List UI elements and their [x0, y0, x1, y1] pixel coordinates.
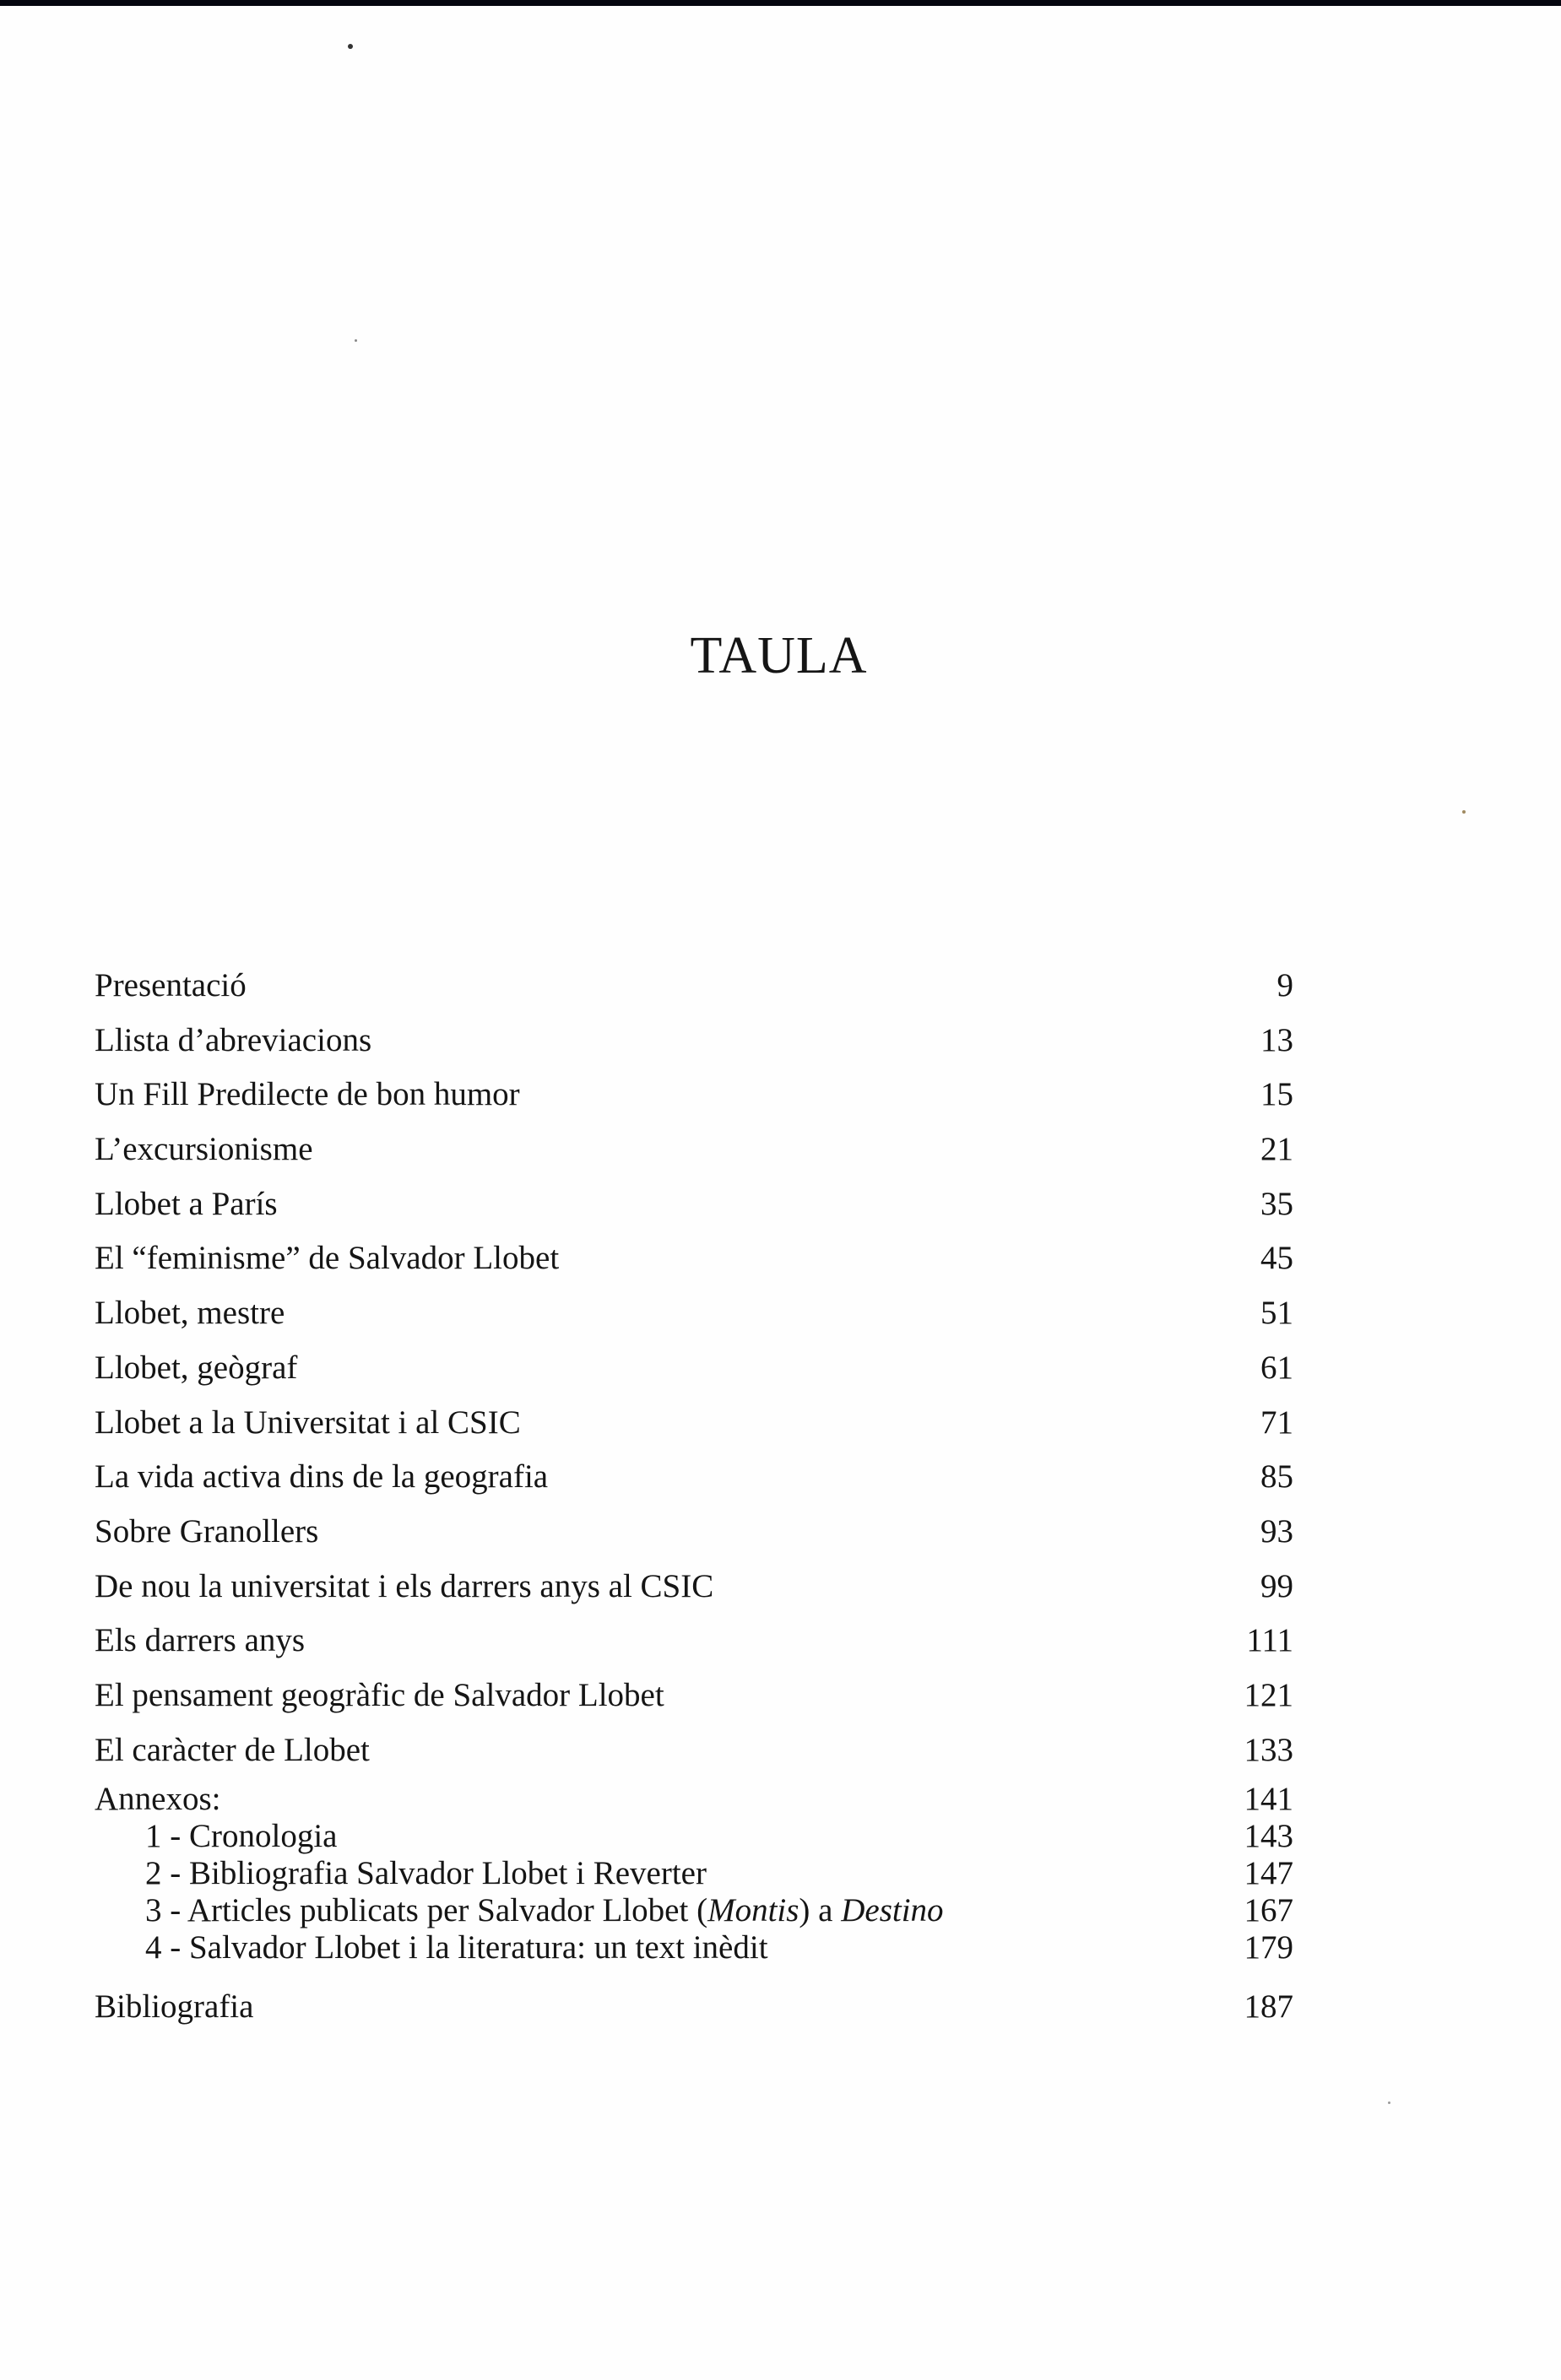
toc-entry-page: 71 [1260, 1404, 1293, 1441]
toc-entry-page: 147 [1244, 1855, 1293, 1892]
toc-entry-label: Annexos: [95, 1781, 221, 1818]
toc-annex-item[interactable] [95, 1855, 1293, 1892]
label-text: 3 - Articles publicats per Salvador Llobet ( [145, 1892, 708, 1929]
toc-entry-page: 45 [1260, 1240, 1293, 1277]
toc-entry-page: 141 [1244, 1781, 1293, 1818]
scan-speck [348, 44, 353, 49]
toc-annex-item[interactable] [95, 1929, 1293, 1966]
page-title: TAULA [690, 626, 868, 684]
toc-entry[interactable] [95, 1672, 1293, 1727]
toc-entry[interactable] [95, 1508, 1293, 1563]
toc-entry[interactable] [95, 1235, 1293, 1290]
toc-annex-item[interactable] [95, 1818, 1293, 1855]
toc-entry-page: 35 [1260, 1185, 1293, 1222]
toc-entry-page: 111 [1246, 1622, 1293, 1659]
toc-entry[interactable] [95, 1983, 1293, 2038]
toc-entry-label: L’excursionisme [95, 1131, 313, 1168]
toc-entry-label: Presentació [95, 967, 247, 1003]
scan-speck [355, 339, 357, 342]
toc-entry-label: Un Fill Predilecte de bon humor [95, 1076, 520, 1113]
toc-entry[interactable] [95, 1727, 1293, 1782]
toc-entry-label: Els darrers anys [95, 1622, 306, 1659]
toc-entry[interactable] [95, 1453, 1293, 1508]
scan-speck [1462, 810, 1466, 814]
toc-entry-label: El “feminisme” de Salvador Llobet [95, 1240, 560, 1277]
toc-entry[interactable] [95, 1126, 1293, 1181]
toc-entry-page: 51 [1260, 1295, 1293, 1332]
toc-entry-page: 167 [1244, 1892, 1293, 1929]
toc-entry-label: De nou la universitat i els darrers anys al CSIC [95, 1567, 714, 1604]
toc-entry[interactable] [95, 1181, 1293, 1236]
toc-entry[interactable] [95, 1617, 1293, 1672]
toc-entry-label: Bibliografia [95, 1988, 254, 2026]
toc-entry[interactable] [95, 1399, 1293, 1454]
toc-entry-page: 133 [1244, 1731, 1293, 1768]
toc-entry-page: 143 [1244, 1818, 1293, 1855]
toc-entry[interactable] [95, 1071, 1293, 1126]
toc-entry[interactable] [95, 962, 1293, 1017]
scan-speck [1388, 2101, 1390, 2104]
toc-entry-label: Llista d’abreviacions [95, 1021, 372, 1058]
toc-entry-page: 21 [1260, 1131, 1293, 1168]
toc-entry-page: 187 [1244, 1988, 1293, 2026]
toc-entry-label: 1 - Cronologia [145, 1818, 338, 1855]
toc-entry-page: 121 [1244, 1676, 1293, 1713]
table-of-contents [95, 962, 1293, 2038]
toc-annex-item[interactable] [95, 1892, 1293, 1929]
toc-entry-label [145, 1892, 944, 1929]
toc-entry-page: 85 [1260, 1458, 1293, 1496]
toc-entry-label: El pensament geogràfic de Salvador Llobet [95, 1676, 664, 1713]
toc-entry-label: 2 - Bibliografia Salvador Llobet i Reverter [145, 1855, 707, 1892]
toc-entry-page: 93 [1260, 1512, 1293, 1550]
label-italic: Montis [707, 1892, 799, 1929]
spacer [95, 1966, 1293, 1983]
toc-entry-label: La vida activa dins de la geografia [95, 1458, 549, 1496]
toc-entry-label: Sobre Granollers [95, 1512, 319, 1550]
toc-entry[interactable] [95, 1017, 1293, 1072]
toc-entry-label: El caràcter de Llobet [95, 1731, 370, 1768]
toc-entry-label: 4 - Salvador Llobet i la literatura: un text inèdit [145, 1929, 768, 1966]
toc-entry-label: Llobet, mestre [95, 1295, 285, 1332]
toc-annexes-heading[interactable] [95, 1781, 1293, 1818]
toc-entry-page: 179 [1244, 1929, 1293, 1966]
label-italic: Destino [841, 1892, 944, 1929]
toc-entry-page: 99 [1260, 1567, 1293, 1604]
toc-entry-page: 15 [1260, 1076, 1293, 1113]
toc-entry[interactable] [95, 1290, 1293, 1344]
scan-top-edge [0, 0, 1561, 6]
toc-entry[interactable] [95, 1563, 1293, 1618]
toc-entry-label: Llobet a París [95, 1185, 278, 1222]
toc-entry-label: Llobet, geògraf [95, 1349, 298, 1386]
toc-entry-page: 61 [1260, 1349, 1293, 1386]
toc-entry[interactable] [95, 1344, 1293, 1399]
label-text: ) a [799, 1892, 842, 1929]
toc-entry-label: Llobet a la Universitat i al CSIC [95, 1404, 521, 1441]
toc-entry-page: 13 [1260, 1021, 1293, 1058]
toc-entry-page: 9 [1276, 967, 1293, 1003]
